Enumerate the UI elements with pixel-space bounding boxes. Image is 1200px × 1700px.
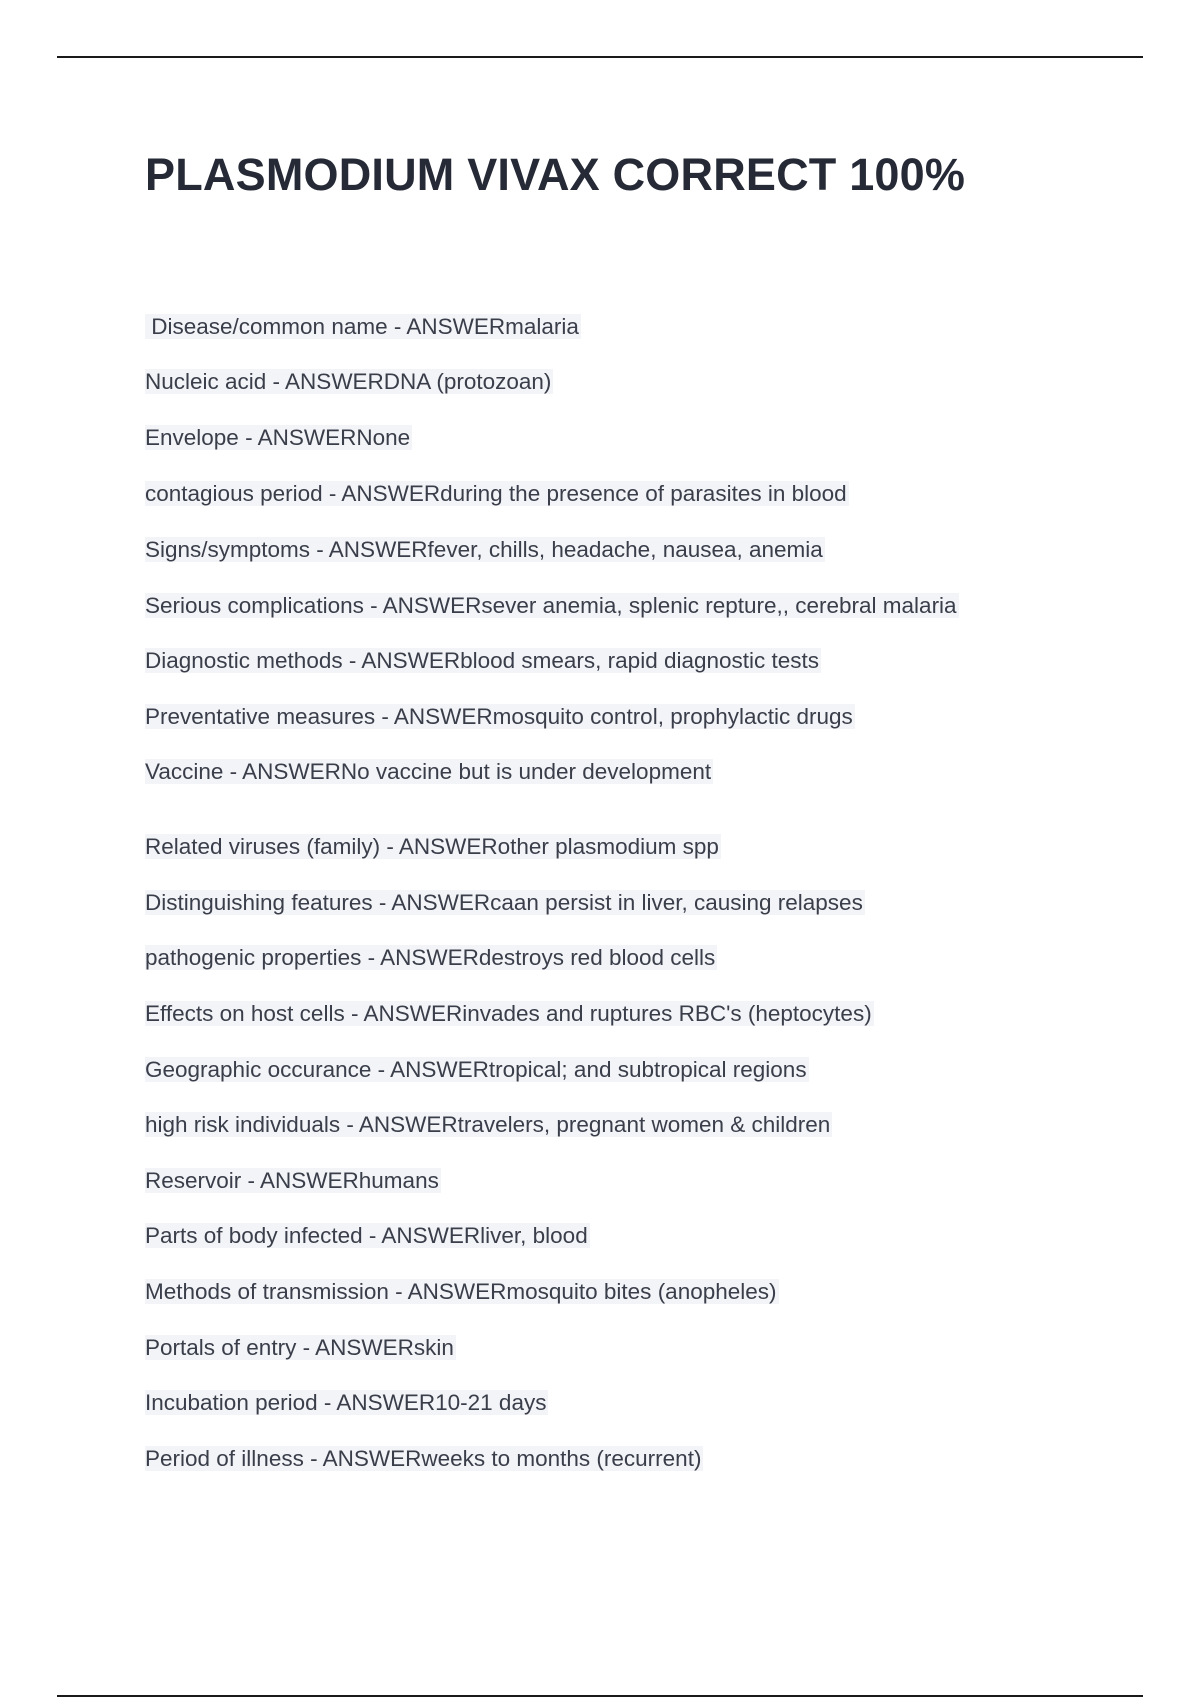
- qa-text: Diagnostic methods - ANSWERblood smears, rapid diagnostic tests: [145, 648, 820, 673]
- qa-text: Reservoir - ANSWERhumans: [145, 1168, 439, 1193]
- qa-item: [145, 832, 721, 861]
- qa-item: [145, 479, 849, 508]
- qa-text: Related viruses (family) - ANSWERother plasmodium spp: [145, 834, 719, 859]
- qa-item: [145, 312, 581, 341]
- qa-text: pathogenic properties - ANSWERdestroys red blood cells: [145, 945, 716, 970]
- qa-text: high risk individuals - ANSWERtravelers, pregnant women & children: [145, 1112, 831, 1137]
- qa-text: Geographic occurance - ANSWERtropical; and subtropical regions: [145, 1057, 807, 1082]
- qa-text: Disease/common name - ANSWERmalaria: [145, 314, 579, 339]
- qa-text: Nucleic acid - ANSWERDNA (protozoan): [145, 369, 552, 394]
- qa-item: [145, 1221, 590, 1250]
- qa-item: [145, 367, 553, 396]
- qa-item: [145, 1333, 456, 1362]
- qa-text: Envelope - ANSWERNone: [145, 425, 411, 450]
- qa-text: Incubation period - ANSWER10-21 days: [145, 1390, 547, 1415]
- qa-item: [145, 757, 713, 786]
- qa-text: Serious complications - ANSWERsever anemia, splenic repture,, cerebral malaria: [145, 593, 957, 618]
- qa-item: [145, 702, 855, 731]
- qa-item: [145, 535, 825, 564]
- qa-item: [145, 999, 874, 1028]
- qa-text: Effects on host cells - ANSWERinvades and ruptures RBC's (heptocytes): [145, 1001, 872, 1026]
- qa-item: [145, 423, 412, 452]
- qa-text: Period of illness - ANSWERweeks to months (recurrent): [145, 1446, 702, 1471]
- qa-text: Preventative measures - ANSWERmosquito control, prophylactic drugs: [145, 704, 853, 729]
- qa-item: [145, 888, 865, 917]
- qa-item: [145, 1055, 809, 1084]
- qa-text: Signs/symptoms - ANSWERfever, chills, headache, nausea, anemia: [145, 537, 823, 562]
- qa-text: Methods of transmission - ANSWERmosquito bites (anopheles): [145, 1279, 777, 1304]
- qa-item: [145, 591, 959, 620]
- qa-item: [145, 1444, 703, 1473]
- page-title: PLASMODIUM VIVAX CORRECT 100%: [145, 149, 966, 200]
- qa-text: Parts of body infected - ANSWERliver, blood: [145, 1223, 588, 1248]
- qa-item: [145, 943, 717, 972]
- qa-text: Portals of entry - ANSWERskin: [145, 1335, 454, 1360]
- top-divider: [57, 56, 1143, 58]
- qa-item: [145, 1166, 441, 1195]
- qa-item: [145, 646, 821, 675]
- bottom-divider: [57, 1695, 1143, 1697]
- qa-text: contagious period - ANSWERduring the presence of parasites in blood: [145, 481, 847, 506]
- qa-item: [145, 1388, 548, 1417]
- qa-item: [145, 1110, 832, 1139]
- qa-item: [145, 1277, 779, 1306]
- qa-text: Distinguishing features - ANSWERcaan persist in liver, causing relapses: [145, 890, 863, 915]
- qa-text: Vaccine - ANSWERNo vaccine but is under development: [145, 759, 712, 784]
